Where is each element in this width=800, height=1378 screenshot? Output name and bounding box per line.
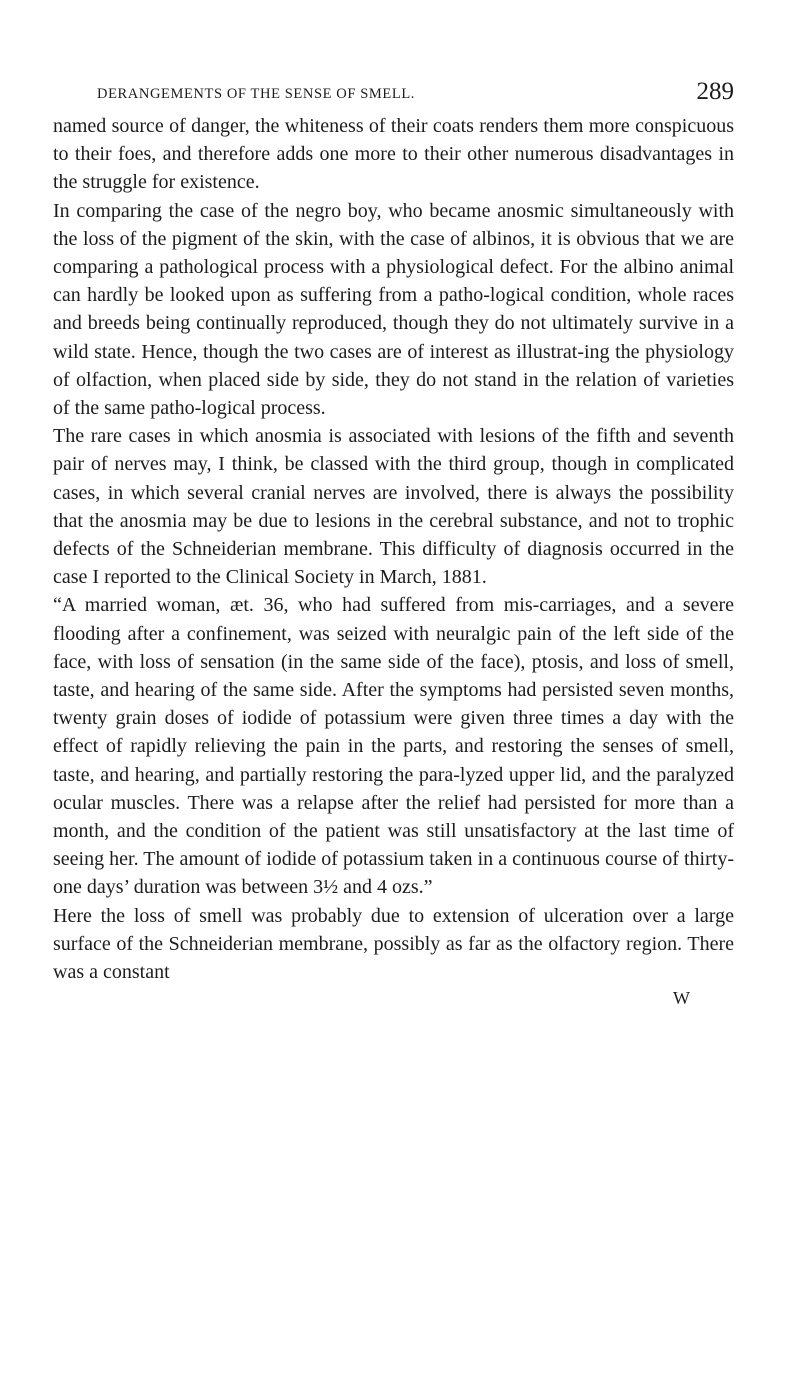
page-number: 289 (696, 78, 734, 105)
book-page (53, 78, 734, 1009)
signature-mark: W (673, 988, 690, 1009)
paragraph-2: In comparing the case of the negro boy, who became anosmic simultaneously with the loss of the pigment of the skin, with the case of albinos, it is obvious that we are comparing a pathological process with a physiological defect. For the albino animal can hardly be looked upon as suffering from a patho-logical condition, whole races and breeds being continually reproduced, though they do not ultimately survive in a wild state. Hence, though the two cases are of interest as illustrat-ing the physiology of olfaction, when placed side by side, they do not stand in the relation of varieties of the same patho-logical process. (53, 199, 734, 420)
paragraph-1: named source of danger, the whiteness of their coats renders them more conspicuous to their foes, and therefore adds one more to their other numerous disadvantages in the struggle for existence. (53, 115, 734, 194)
page-header (53, 78, 734, 112)
paragraph-5: Here the loss of smell was probably due to extension of ulceration over a large surface of the Schneiderian membrane, possibly as far as the olfactory region. There was a constant (53, 904, 734, 984)
paragraph-3: The rare cases in which anosmia is associated with lesions of the fifth and seventh pair of nerves may, I think, be classed with the third group, though in complicated cases, in which several cranial nerves are involved, there is always the possibility that the anosmia may be due to lesions in the cerebral substance, and not to trophic defects of the Schneiderian membrane. This difficulty of diagnosis occurred in the case I reported to the Clinical Society in March, 1881. (53, 425, 734, 589)
paragraph-4: “A married woman, æt. 36, who had suffered from mis-carriages, and a severe flooding after a confinement, was seized with neuralgic pain of the left side of the face, with loss of sensation (in the same side of the face), ptosis, and loss of smell, taste, and hearing of the same side. After the symptoms had persisted seven months, twenty grain doses of iodide of potassium were given three times a day with the effect of rapidly relieving the pain in the parts, and restoring the senses of smell, taste, and hearing, and partially restoring the para-lyzed upper lid, and the paralyzed ocular muscles. There was a relapse after the relief had persisted for more than a month, and the condition of the patient was still unsatisfactory at the last time of seeing her. The amount of iodide of potassium taken in a continuous course of thirty-one days’ duration was between 3½ and 4 ozs.” (53, 594, 734, 899)
body-text (53, 112, 734, 986)
running-title: DERANGEMENTS OF THE SENSE OF SMELL. (97, 86, 416, 102)
